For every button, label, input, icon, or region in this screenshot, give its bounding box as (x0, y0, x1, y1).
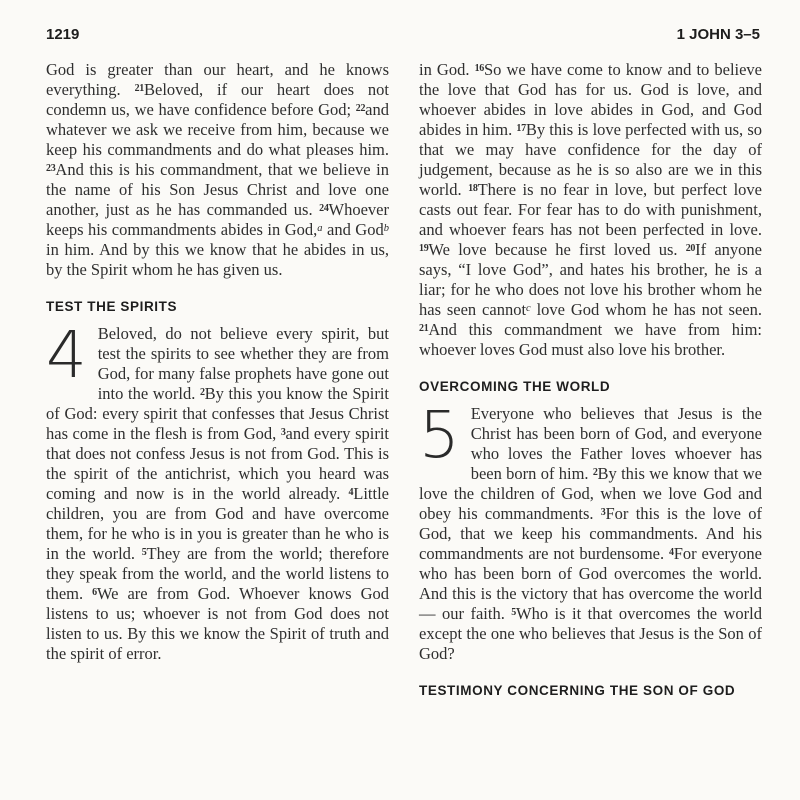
verse-number: 22 (355, 103, 366, 115)
verse-number: 4 (669, 547, 674, 559)
chapter-paragraph: 4 Beloved, do not believe every spirit, but test the spirits to see whether they are from God, for many false prophets have gone out into the world. $^2$By this you know the Spirit of God: every spirit that confesses that Jesus Christ has come in the flesh is from God, $^3$and every spirit that does not confess Jesus is not from God. This is the spirit of the antichrist, which you heard was coming and now is in the world already. $^4$Little children, you are from God and have overcome them, for he who is in you is greater than he who is in the world. $^5$They are from the world; therefore they speak from the world, and the world listens to them. $^6$We are from God. Whoever knows God listens to us; whoever is not from God does not listen to us. By this we know the Spirit of truth and the spirit of error. (46, 319, 390, 663)
verse-number: 3 (600, 507, 606, 519)
section-heading: TESTIMONY CONCERNING THE SON OF GOD (419, 683, 736, 698)
verse-number: 21 (419, 323, 429, 335)
page-header (0, 0, 800, 43)
footnote-marker: c (526, 303, 531, 315)
verse-number: 3 (280, 427, 286, 439)
section-heading: OVERCOMING THE WORLD (419, 379, 611, 394)
verse-number: 4 (348, 487, 354, 499)
page-number: 1219 (46, 26, 80, 43)
chapter-paragraph: 5 Everyone who believes that Jesus is the Christ has been born of God, and everyone who loves the Father loves whoever has been born of him. $^2$By this we know that we love the children of God, when we love God and obey his commandments. $^3$For this is the love of God, that we keep his commandments. And his commandments are not burdensome. $^4$For everyone who has been born of God overcomes the world. And this is the victory that has overcome the world — our faith. $^5$Who is it that overcomes the world except the one who believes that Jesus is the Son of God? (419, 399, 763, 663)
section-heading: TEST THE SPIRITS (46, 299, 178, 314)
verse-number: 18 (468, 183, 478, 195)
right-column (419, 60, 762, 708)
verse-number: 5 (511, 607, 516, 619)
paragraph: in God. $^{16}$So we have come to know and to believe the love that God has for us. God is love, and whoever abides in love abides in God, and God abides in him. $^{17}$By this is love perfected with us, so that we may have confidence for the day of judgement, because as he is so also are we in this world. $^{18}$There is no fear in love, but perfect love casts out fear. For fear has to do with punishment, and whoever fears has not been perfected in love. $^{19}$We love because he first loved us. $^{20}$If anyone says, “I love God”, and hates his brother, he is a liar; for he who does not love his brother whom he has seen cannot$^c$ love God whom he has not seen. $^{21}$And this commandment we have from him: whoever loves God must also love his brother. (419, 60, 763, 359)
footnote-marker: a (317, 223, 323, 235)
book-reference: 1 JOHN 3–5 (676, 26, 760, 43)
verse-number: 6 (92, 587, 97, 599)
verse-number: 16 (474, 63, 484, 75)
chapter-number-dropcap: 4 (46, 319, 87, 393)
verse-number: 17 (516, 123, 526, 135)
verse-number: 5 (141, 547, 147, 559)
text-columns (0, 60, 800, 708)
footnote-marker: b (383, 223, 389, 235)
paragraph: God is greater than our heart, and he knows everything. $^{21}$Beloved, if our heart does not condemn us, we have confidence before God; $^{22}$and whatever we ask we receive from him, because we keep his commandments and do what pleases him. $^{23}$And this is his commandment, that we believe in the name of his Son Jesus Christ and love one another, just as he has commanded us. $^{24}$Whoever keeps his commandments abides in God,$^a$ and God$^b$ in him. And by this we know that he abides in us, by the Spirit whom he has given us. (46, 60, 389, 279)
verse-number: 19 (419, 243, 429, 255)
left-column (46, 60, 389, 708)
verse-number: 2 (592, 467, 598, 479)
verse-number: 24 (319, 203, 329, 215)
verse-number: 20 (685, 243, 696, 255)
chapter-number-dropcap: 5 (419, 399, 460, 473)
verse-number: 23 (46, 163, 56, 175)
verse-number: 21 (134, 83, 144, 95)
verse-number: 2 (199, 387, 205, 399)
